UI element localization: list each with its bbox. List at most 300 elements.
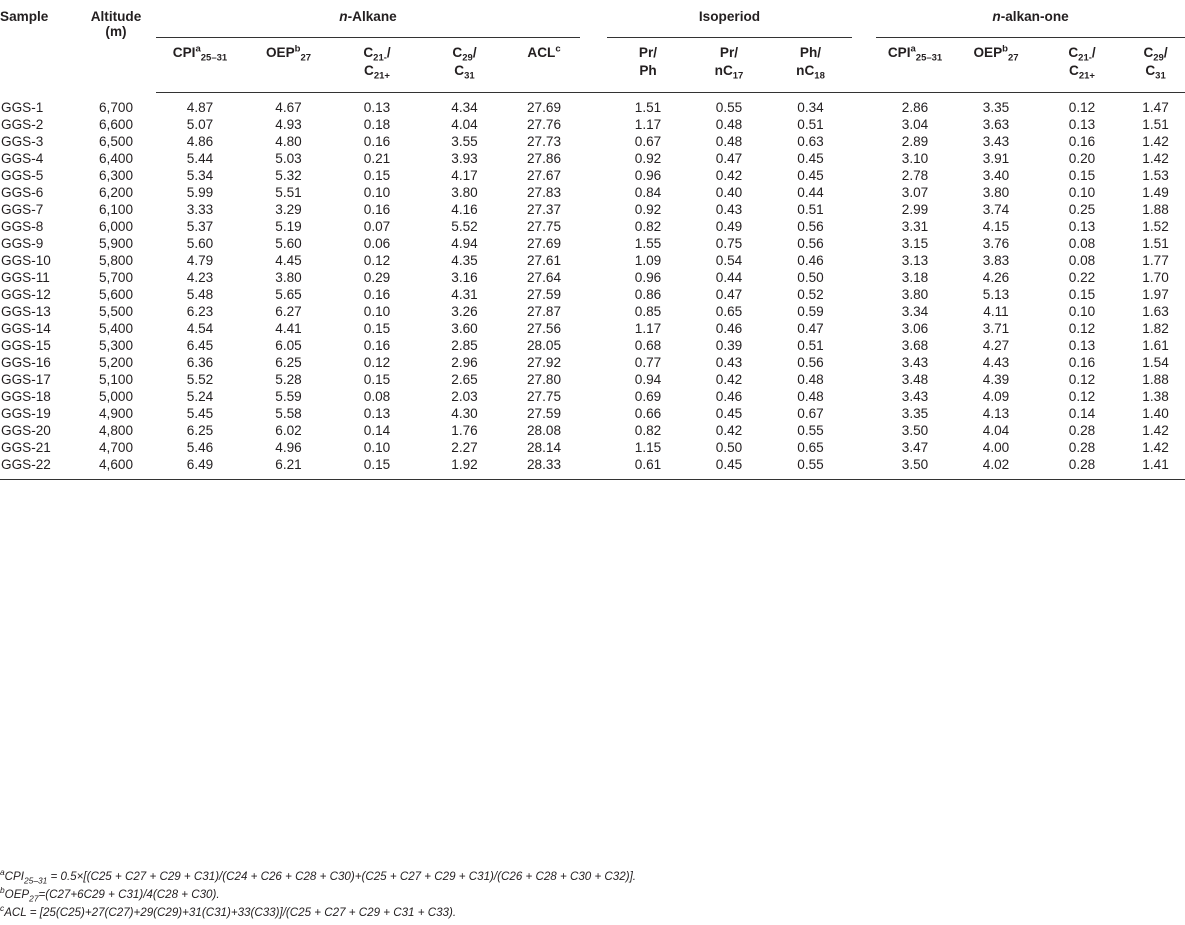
- cell-acl: 27.75: [526, 219, 562, 234]
- cell-oep-alkanone: 4.26: [982, 270, 1010, 285]
- cell-cpi-alkanone: 3.80: [901, 287, 929, 302]
- cell-c21-ratio-alkanone: 0.14: [1068, 406, 1096, 421]
- cell-cpi-alkanone: 2.99: [901, 202, 929, 217]
- cell-c29-ratio: 3.55: [451, 134, 478, 149]
- table-row: [0, 405, 1185, 422]
- cell-cpi-alkanone: 3.13: [901, 253, 929, 268]
- cell-cpi: 5.99: [186, 185, 214, 200]
- cell-ph-nc18: 0.55: [797, 423, 824, 438]
- cell-cpi-alkanone: 3.43: [901, 355, 929, 370]
- cell-oep-alkanone: 3.76: [982, 236, 1010, 251]
- cell-c29-ratio: 3.93: [451, 151, 478, 166]
- cell-oep-alkanone: 4.00: [982, 440, 1010, 455]
- cell-c21-ratio-alkanone: 0.28: [1038, 456, 1126, 480]
- cell-c29-ratio-alkanone: 1.51: [1142, 236, 1169, 251]
- cell-acl: 28.33: [508, 456, 580, 480]
- cell-c21-ratio-alkanone: 0.28: [1068, 440, 1096, 455]
- cell-oep-alkanone: 3.74: [982, 202, 1010, 217]
- cell-oep-alkanone: 4.09: [982, 389, 1010, 404]
- cell-oep-alkanone: 5.13: [982, 287, 1010, 302]
- cell-c29-ratio-alkanone: 1.70: [1142, 270, 1169, 285]
- cell-c29-ratio-alkanone: 1.42: [1142, 151, 1169, 166]
- cell-cpi-alkanone: 3.68: [901, 338, 929, 353]
- cell-c29-ratio: 1.92: [421, 456, 508, 480]
- table-row: [0, 439, 1185, 456]
- cell-acl: 27.59: [526, 406, 562, 421]
- cell-pr-nc17: 0.42: [715, 423, 743, 438]
- cell-acl: 27.67: [526, 168, 562, 183]
- cell-pr-nc17: 0.75: [715, 236, 743, 251]
- cell-pr-ph: 1.15: [634, 440, 662, 455]
- header-group-n-alkane: n-Alkane: [156, 6, 580, 38]
- cell-pr-nc17: 0.48: [715, 134, 743, 149]
- cell-pr-ph: 0.82: [634, 423, 662, 438]
- cell-ph-nc18: 0.48: [797, 372, 824, 387]
- header-c21-ratio: $C_{21-}/$ $C_{21+}$: [333, 38, 421, 93]
- cell-altitude: 6,400: [98, 151, 134, 166]
- cell-cpi-alkanone: 3.43: [901, 389, 929, 404]
- cell-altitude: 5,400: [98, 321, 134, 336]
- cell-cpi-alkanone: 3.06: [901, 321, 929, 336]
- cell-c29-ratio-alkanone: 1.53: [1142, 168, 1169, 183]
- cell-pr-ph: 1.17: [634, 321, 662, 336]
- cell-cpi: 5.07: [186, 117, 214, 132]
- cell-oep: 4.96: [275, 440, 302, 455]
- cell-altitude: 6,500: [98, 134, 134, 149]
- cell-c21-ratio: 0.10: [363, 440, 391, 455]
- cell-oep: 4.80: [275, 134, 302, 149]
- cell-ph-nc18: 0.34: [797, 100, 824, 115]
- cell-pr-nc17: 0.42: [715, 168, 743, 183]
- cell-pr-nc17: 0.43: [715, 355, 743, 370]
- cell-c29-ratio: 3.16: [451, 270, 478, 285]
- cell-c21-ratio-alkanone: 0.13: [1068, 338, 1096, 353]
- cell-cpi-alkanone: 3.34: [901, 304, 929, 319]
- cell-c21-ratio: 0.10: [363, 185, 391, 200]
- header-acl: ACL$^c$: [508, 38, 580, 93]
- cell-c29-ratio: 3.26: [451, 304, 478, 319]
- cell-pr-ph: 0.86: [634, 287, 662, 302]
- cell-c29-ratio: 2.27: [451, 440, 478, 455]
- cell-c21-ratio: 0.12: [363, 355, 391, 370]
- cell-pr-nc17: 0.65: [715, 304, 743, 319]
- cell-pr-nc17: 0.40: [715, 185, 743, 200]
- header-group-isoperiod: Isoperiod: [607, 6, 852, 38]
- cell-cpi: 6.49: [156, 456, 244, 480]
- cell-oep-alkanone: 3.40: [982, 168, 1010, 183]
- cell-cpi: 5.60: [186, 236, 214, 251]
- cell-c21-ratio-alkanone: 0.16: [1068, 134, 1096, 149]
- cell-oep-alkanone: 4.02: [954, 456, 1038, 480]
- cell-c21-ratio: 0.14: [363, 423, 391, 438]
- cell-oep: 4.45: [275, 253, 302, 268]
- cell-c21-ratio: 0.29: [363, 270, 391, 285]
- cell-oep: 6.21: [244, 456, 333, 480]
- header-pr-ph: Pr/ Ph: [607, 38, 689, 93]
- cell-pr-nc17: 0.42: [715, 372, 743, 387]
- cell-pr-ph: 0.92: [634, 202, 662, 217]
- footnote-b: $^bOEP_{27}=(C27+6C29 + C31)/4(C28 + C30)$.: [0, 885, 220, 904]
- cell-c21-ratio: 0.15: [363, 372, 391, 387]
- cell-sample: GGS-12: [1, 287, 51, 302]
- cell-altitude: 5,900: [98, 236, 134, 251]
- cell-pr-nc17: 0.45: [689, 456, 769, 480]
- cell-oep: 6.25: [275, 355, 302, 370]
- cell-altitude: 4,900: [98, 406, 134, 421]
- cell-pr-ph: 1.09: [634, 253, 662, 268]
- cell-cpi-alkanone: 3.35: [901, 406, 929, 421]
- cell-ph-nc18: 0.48: [797, 389, 824, 404]
- cell-pr-ph: 0.85: [634, 304, 662, 319]
- cell-c21-ratio: 0.16: [363, 338, 391, 353]
- cell-c21-ratio: 0.18: [363, 117, 391, 132]
- cell-acl: 28.05: [526, 338, 562, 353]
- table-row: [0, 371, 1185, 388]
- table-row: [0, 354, 1185, 371]
- cell-c29-ratio: 4.94: [451, 236, 478, 251]
- cell-c29-ratio: 4.16: [451, 202, 478, 217]
- cell-oep: 5.59: [275, 389, 302, 404]
- cell-sample: GGS-14: [1, 321, 51, 336]
- cell-c29-ratio: 2.03: [451, 389, 478, 404]
- cell-pr-ph: 0.96: [634, 270, 662, 285]
- cell-oep-alkanone: 3.35: [982, 100, 1010, 115]
- cell-oep-alkanone: 4.39: [982, 372, 1010, 387]
- cell-c21-ratio-alkanone: 0.25: [1068, 202, 1096, 217]
- cell-ph-nc18: 0.51: [797, 338, 824, 353]
- cell-cpi: 5.46: [186, 440, 214, 455]
- cell-altitude: 6,600: [98, 117, 134, 132]
- header-cpi-alkanone: $CPI^a_{25-31}$: [876, 38, 954, 93]
- cell-oep-alkanone: 4.11: [983, 304, 1009, 319]
- cell-altitude: 6,200: [98, 185, 134, 200]
- cell-altitude: 5,100: [98, 372, 134, 387]
- cell-c29-ratio-alkanone: 1.52: [1142, 219, 1169, 234]
- cell-cpi-alkanone: 3.07: [901, 185, 929, 200]
- cell-cpi-alkanone: 2.86: [901, 100, 929, 115]
- cell-c21-ratio: 0.15: [363, 168, 391, 183]
- cell-ph-nc18: 0.52: [797, 287, 824, 302]
- cell-pr-ph: 1.55: [634, 236, 662, 251]
- cell-c21-ratio: 0.21: [363, 151, 391, 166]
- cell-pr-ph: 0.92: [634, 151, 662, 166]
- cell-pr-ph: 0.77: [634, 355, 662, 370]
- cell-c29-ratio-alkanone: 1.42: [1142, 440, 1169, 455]
- cell-pr-nc17: 0.47: [715, 287, 743, 302]
- cell-oep: 5.58: [275, 406, 302, 421]
- cell-oep: 6.05: [275, 338, 302, 353]
- cell-cpi-alkanone: 3.31: [901, 219, 929, 234]
- cell-acl: 27.73: [526, 134, 562, 149]
- cell-c21-ratio: 0.07: [363, 219, 391, 234]
- cell-c29-ratio: 5.52: [451, 219, 478, 234]
- cell-sample: GGS-20: [1, 423, 51, 438]
- cell-sample: GGS-6: [1, 185, 44, 200]
- cell-cpi: 6.23: [186, 304, 214, 319]
- cell-cpi: 3.33: [186, 202, 214, 217]
- cell-ph-nc18: 0.47: [797, 321, 824, 336]
- cell-c21-ratio-alkanone: 0.10: [1068, 185, 1096, 200]
- cell-altitude: 5,600: [98, 287, 134, 302]
- footnote-c: $^c$ACL = [25(C25)+27(C27)+29(C29)+31(C31)+33(C33)]/(C25 + C27 + C29 + C31 + C33).: [0, 903, 457, 919]
- cell-sample: GGS-15: [1, 338, 51, 353]
- cell-oep: 4.93: [275, 117, 302, 132]
- cell-cpi: 5.48: [186, 287, 214, 302]
- table-row: [0, 286, 1185, 303]
- cell-sample: GGS-5: [1, 168, 44, 183]
- cell-oep-alkanone: 3.43: [982, 134, 1010, 149]
- table-row: [0, 201, 1185, 218]
- table-row: [0, 337, 1185, 354]
- header-oep-alkanone: $OEP^b_{27}$: [954, 38, 1038, 93]
- cell-pr-nc17: 0.44: [715, 270, 743, 285]
- cell-pr-ph: 0.67: [634, 134, 662, 149]
- cell-oep: 5.19: [275, 219, 302, 234]
- cell-c29-ratio: 1.76: [451, 423, 478, 438]
- cell-c29-ratio-alkanone: 1.61: [1142, 338, 1169, 353]
- table-row: [0, 167, 1185, 184]
- cell-oep-alkanone: 4.27: [982, 338, 1010, 353]
- cell-oep: 5.32: [275, 168, 302, 183]
- cell-pr-ph: 0.96: [634, 168, 662, 183]
- cell-acl: 27.92: [526, 355, 562, 370]
- cell-pr-nc17: 0.47: [715, 151, 743, 166]
- cell-pr-ph: 1.17: [634, 117, 662, 132]
- cell-pr-nc17: 0.45: [715, 406, 743, 421]
- cell-cpi: 4.79: [186, 253, 214, 268]
- cell-c29-ratio-alkanone: 1.63: [1142, 304, 1169, 319]
- cell-sample: GGS-9: [1, 236, 44, 251]
- cell-c21-ratio: 0.10: [363, 304, 391, 319]
- cell-ph-nc18: 0.45: [797, 151, 824, 166]
- cell-c29-ratio-alkanone: 1.47: [1142, 100, 1169, 115]
- cell-c21-ratio-alkanone: 0.08: [1068, 236, 1096, 251]
- cell-c29-ratio-alkanone: 1.42: [1142, 134, 1169, 149]
- cell-oep-alkanone: 4.43: [982, 355, 1010, 370]
- cell-c21-ratio-alkanone: 0.15: [1068, 168, 1096, 183]
- header-group-n-alkan-one: n-alkan-one: [876, 6, 1185, 38]
- cell-c29-ratio: 4.30: [451, 406, 478, 421]
- cell-c21-ratio: 0.13: [363, 406, 391, 421]
- cell-c29-ratio: 2.85: [451, 338, 478, 353]
- cell-altitude: 4,600: [76, 456, 156, 480]
- cell-c29-ratio-alkanone: 1.51: [1142, 117, 1169, 132]
- cell-c21-ratio-alkanone: 0.28: [1068, 423, 1096, 438]
- cell-sample: GGS-10: [1, 253, 51, 268]
- cell-acl: 27.37: [526, 202, 562, 217]
- cell-acl: 27.83: [526, 185, 562, 200]
- cell-acl: 27.56: [526, 321, 562, 336]
- cell-c21-ratio: 0.08: [363, 389, 391, 404]
- cell-c21-ratio-alkanone: 0.12: [1068, 100, 1096, 115]
- cell-cpi: 6.45: [186, 338, 214, 353]
- table-row: [0, 456, 1185, 480]
- table-row: [0, 93, 1185, 117]
- cell-c21-ratio-alkanone: 0.08: [1068, 253, 1096, 268]
- cell-ph-nc18: 0.56: [797, 355, 824, 370]
- cell-pr-nc17: 0.39: [715, 338, 743, 353]
- cell-c29-ratio-alkanone: 1.42: [1142, 423, 1169, 438]
- header-c29-ratio: $C_{29}/$ $C_{31}$: [421, 38, 508, 93]
- cell-sample: GGS-16: [1, 355, 51, 370]
- cell-oep: 4.67: [275, 100, 302, 115]
- cell-sample: GGS-8: [1, 219, 44, 234]
- cell-c21-ratio-alkanone: 0.16: [1068, 355, 1096, 370]
- cell-pr-nc17: 0.46: [715, 321, 743, 336]
- cell-c29-ratio: 4.17: [451, 168, 478, 183]
- cell-altitude: 5,300: [98, 338, 134, 353]
- cell-acl: 27.61: [526, 253, 562, 268]
- cell-c29-ratio: 3.80: [451, 185, 478, 200]
- cell-altitude: 4,800: [98, 423, 134, 438]
- cell-cpi: 5.44: [186, 151, 214, 166]
- cell-acl: 27.86: [526, 151, 562, 166]
- cell-altitude: 6,700: [98, 99, 134, 115]
- cell-cpi-alkanone: 3.50: [876, 456, 954, 480]
- table-row: [0, 269, 1185, 286]
- cell-c21-ratio: 0.12: [363, 253, 391, 268]
- cell-c29-ratio-alkanone: 1.77: [1142, 253, 1169, 268]
- cell-ph-nc18: 0.56: [797, 219, 824, 234]
- cell-c21-ratio-alkanone: 0.12: [1068, 372, 1096, 387]
- cell-sample: GGS-2: [1, 117, 44, 132]
- cell-sample: GGS-3: [1, 134, 44, 149]
- cell-cpi: 6.25: [186, 423, 214, 438]
- table-row: [0, 133, 1185, 150]
- cell-oep-alkanone: 4.13: [982, 406, 1010, 421]
- cell-c29-ratio-alkanone: 1.82: [1142, 321, 1169, 336]
- cell-acl: 28.14: [526, 440, 562, 455]
- cell-acl: 27.75: [526, 389, 562, 404]
- cell-cpi-alkanone: 3.48: [901, 372, 929, 387]
- cell-cpi: 4.87: [186, 100, 214, 115]
- table-row: [0, 252, 1185, 269]
- cell-c29-ratio-alkanone: 1.88: [1142, 202, 1169, 217]
- cell-c21-ratio: 0.13: [363, 100, 391, 115]
- cell-oep-alkanone: 3.71: [982, 321, 1010, 336]
- cell-pr-nc17: 0.49: [715, 219, 743, 234]
- cell-cpi-alkanone: 3.15: [901, 236, 929, 251]
- cell-oep: 5.60: [275, 236, 302, 251]
- cell-sample: GGS-11: [1, 270, 50, 285]
- cell-c29-ratio-alkanone: 1.54: [1142, 355, 1169, 370]
- header-pr-nc17: Pr/ $nC_{17}$: [689, 38, 769, 93]
- cell-c21-ratio-alkanone: 0.12: [1068, 389, 1096, 404]
- cell-c29-ratio-alkanone: 1.38: [1142, 389, 1169, 404]
- cell-pr-nc17: 0.48: [715, 117, 743, 132]
- cell-sample: GGS-4: [1, 151, 44, 166]
- cell-pr-ph: 0.94: [634, 372, 662, 387]
- cell-ph-nc18: 0.59: [797, 304, 824, 319]
- cell-oep: 5.03: [275, 151, 302, 166]
- cell-altitude: 5,500: [98, 304, 134, 319]
- cell-c29-ratio-alkanone: 1.40: [1142, 406, 1169, 421]
- cell-oep-alkanone: 4.04: [982, 423, 1010, 438]
- cell-c29-ratio: 4.35: [451, 253, 478, 268]
- cell-c21-ratio-alkanone: 0.20: [1068, 151, 1096, 166]
- header-altitude: Altitude (m): [90, 9, 142, 39]
- cell-c21-ratio: 0.15: [333, 456, 421, 480]
- cell-pr-ph: 0.61: [607, 456, 689, 480]
- cell-altitude: 6,000: [98, 219, 134, 234]
- cell-cpi: 5.24: [186, 389, 214, 404]
- cell-cpi-alkanone: 3.10: [901, 151, 929, 166]
- cell-oep: 3.29: [275, 202, 302, 217]
- cell-ph-nc18: 0.55: [769, 456, 852, 480]
- footnote-a: $^aCPI_{25-31} = 0.5\times[(C25 + C27 + C29 + C31)/(C24 + C26 + C28 + C30)+(C25 + C27 + C29 + C31)/(C26 + C28 + C30 + C32)]$.: [0, 867, 637, 886]
- cell-altitude: 5,800: [98, 253, 134, 268]
- cell-c29-ratio-alkanone: 1.88: [1142, 372, 1169, 387]
- cell-c29-ratio: 4.34: [451, 100, 478, 115]
- table-row: [0, 116, 1185, 133]
- cell-ph-nc18: 0.51: [797, 117, 824, 132]
- cell-acl: 27.59: [526, 287, 562, 302]
- cell-pr-ph: 0.82: [634, 219, 662, 234]
- cell-oep: 5.51: [275, 185, 302, 200]
- cell-acl: 27.69: [526, 236, 562, 251]
- table-row: [0, 184, 1185, 201]
- cell-c21-ratio-alkanone: 0.13: [1068, 117, 1096, 132]
- cell-acl: 28.08: [526, 423, 562, 438]
- cell-acl: 27.80: [526, 372, 562, 387]
- cell-oep: 3.80: [275, 270, 302, 285]
- cell-altitude: 4,700: [98, 440, 134, 455]
- cell-c21-ratio: 0.16: [363, 202, 391, 217]
- cell-c29-ratio: 3.60: [451, 321, 478, 336]
- cell-oep: 6.02: [275, 423, 302, 438]
- cell-cpi: 5.45: [186, 406, 214, 421]
- cell-cpi: 6.36: [186, 355, 214, 370]
- cell-pr-nc17: 0.54: [715, 253, 743, 268]
- cell-oep-alkanone: 3.63: [982, 117, 1010, 132]
- cell-ph-nc18: 0.44: [797, 185, 824, 200]
- header-ph-nc18: Ph/ $nC_{18}$: [769, 38, 852, 93]
- header-cpi: $CPI^a_{25-31}$: [156, 38, 244, 93]
- cell-cpi-alkanone: 3.04: [901, 117, 929, 132]
- cell-acl: 27.64: [526, 270, 562, 285]
- cell-pr-nc17: 0.55: [715, 100, 743, 115]
- header-c29-ratio-alkanone: $C_{29}/$ $C_{31}$: [1126, 38, 1185, 93]
- cell-c29-ratio: 4.31: [451, 287, 478, 302]
- cell-acl: 27.87: [526, 304, 562, 319]
- cell-oep: 6.27: [275, 304, 302, 319]
- cell-c21-ratio: 0.06: [363, 236, 391, 251]
- cell-oep-alkanone: 3.83: [982, 253, 1010, 268]
- cell-cpi: 4.86: [186, 134, 214, 149]
- cell-ph-nc18: 0.67: [797, 406, 824, 421]
- cell-cpi: 5.52: [186, 372, 214, 387]
- cell-oep: 4.41: [275, 321, 302, 336]
- cell-cpi: 4.23: [186, 270, 214, 285]
- cell-c21-ratio: 0.15: [363, 321, 391, 336]
- cell-oep: 5.28: [275, 372, 302, 387]
- cell-pr-ph: 0.66: [634, 406, 662, 421]
- cell-pr-nc17: 0.46: [715, 389, 743, 404]
- cell-c29-ratio-alkanone: 1.41: [1126, 456, 1185, 480]
- cell-ph-nc18: 0.50: [797, 270, 824, 285]
- cell-oep-alkanone: 4.15: [982, 219, 1010, 234]
- cell-c21-ratio-alkanone: 0.22: [1068, 270, 1096, 285]
- cell-cpi-alkanone: 3.47: [901, 440, 929, 455]
- cell-c21-ratio-alkanone: 0.15: [1068, 287, 1096, 302]
- cell-acl: 27.76: [526, 117, 562, 132]
- cell-c29-ratio: 4.04: [451, 117, 478, 132]
- cell-oep: 5.65: [275, 287, 302, 302]
- cell-c21-ratio: 0.16: [363, 287, 391, 302]
- cell-altitude: 5,200: [98, 355, 134, 370]
- cell-pr-ph: 1.51: [634, 100, 662, 115]
- cell-altitude: 6,300: [98, 168, 134, 183]
